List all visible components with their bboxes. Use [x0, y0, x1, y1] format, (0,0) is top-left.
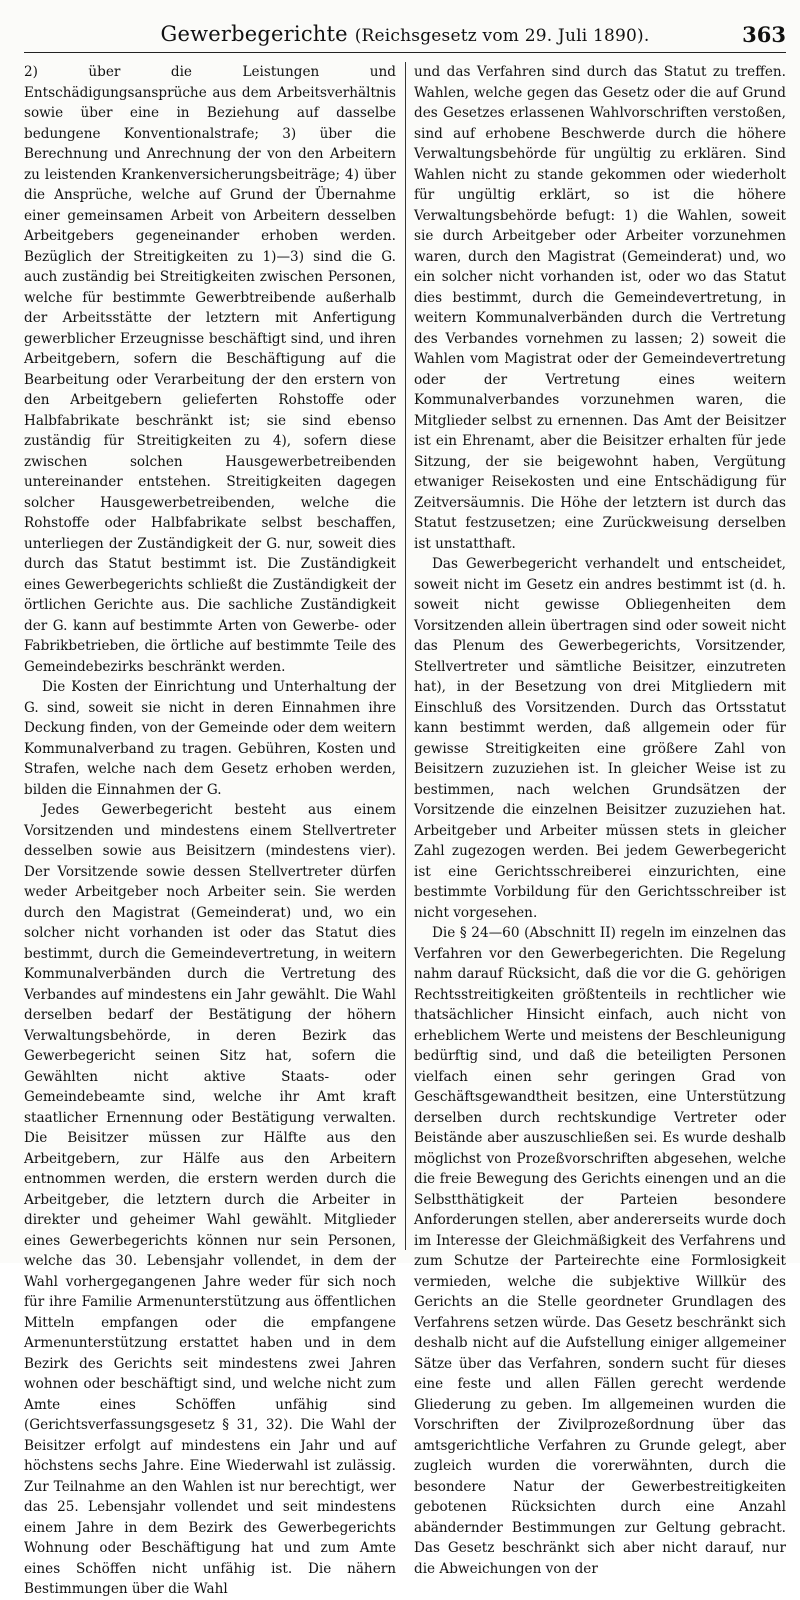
running-title [24, 22, 786, 46]
left-column [24, 62, 396, 1597]
right-column [414, 62, 786, 1577]
paragraph: Die § 24—60 (Abschnitt II) regeln im einzelnen das Verfahren vor den Gewerbegerichten. Die Regelung nahm darauf Rücksicht, daß die vor die G. gehörigen Rechtsstreitigkeiten größtenteils in rechtlicher wie thatsächlicher Hinsicht einfach, auch nicht von erheblichem Werte und meistens der Beschleunigung bedürftig sind, und daß die beteiligten Personen vielfach einen sehr geringen Grad von Geschäftsgewandtheit besitzen, eine Unterstützung derselben durch rechtskundige Vertreter oder Beistände aber auszuschließen sei. Es wurde deshalb möglichst von Prozeßvorschriften abgesehen, welche die freie Bewegung des Gerichts einengen und an die Selbstthätigkeit der Parteien besondere Anforderungen stellen, aber andererseits wurde doch im Interesse der Gleichmäßigkeit des Verfahrens und zum Schutze der Parteirechte eine Formlosigkeit vermieden, welche die subjektive Willkür des Gerichts an die Stelle geordneter Grundlagen des Verfahrens setzen würde. Das Gesetz beschränkt sich deshalb nicht auf die Aufstellung einiger allgemeiner Sätze über das Verfahren, sondern sucht für dieses eine feste und allen Fällen gerecht werdende Gliederung zu geben. Im allgemeinen wurden die Vorschriften der Zivilprozeßordnung über das amtsgerichtliche Verfahren zu Grunde gelegt, aber zugleich wurden die vorerwähnten, durch die besondere Natur der Gewerbestreitigkeiten gebotenen Rücksichten durch eine Anzahl abändernder Bestimmungen zur Geltung gebracht. Das Gesetz beschränkt sich aber nicht darauf, nur die Abweichungen von der [414, 925, 786, 1577]
paragraph: Jedes Gewerbegericht besteht aus einem Vorsitzenden und mindestens einem Stellvertreter desselben sowie aus Beisitzern (mindestens vier). Der Vorsitzende sowie dessen Stellvertreter dürfen weder Arbeitgeber noch Arbeiter sein. Sie werden durch den Magistrat (Gemeinderat) und, wo ein solcher nicht vorhanden ist oder das Statut dies bestimmt, durch die Gemeindevertretung, in weitern Kommunalverbänden durch die Vertretung des Verbandes auf mindestens ein Jahr gewählt. Die Wahl derselben bedarf der Bestätigung der höhern Verwaltungsbehörde, in deren Bezirk das Gewerbegericht seinen Sitz hat, sofern die Gewählten nicht aktive Staats- oder Gemeindebeamte sind, welche ihr Amt kraft staatlicher Ernennung oder Bestätigung verwalten. Die Beisitzer müssen zur Hälfte aus den Arbeitgebern, zur Hälfe aus den Arbeitern entnommen werden, die erstern werden durch die Arbeitgeber, die letztern durch die Arbeiter in direkter und geheimer Wahl gewählt. Mitglieder eines Gewerbegerichts können nur sein Personen, welche das 30. Lebensjahr vollendet, in dem der Wahl vorhergegangenen Jahre weder für sich noch für ihre Familie Armenunterstützung aus öffentlichen Mitteln empfangen oder die empfangene Armenunterstützung erstattet haben und in dem Bezirk des Gerichts seit mindestens zwei Jahren wohnen oder beschäftigt sind, und welche nicht zum Amte eines Schöffen unfähig sind (Gerichtsverfassungsgesetz § 31, 32). Die Wahl der Beisitzer erfolgt auf mindestens ein Jahr und auf höchstens sechs Jahre. Eine Wiederwahl ist zulässig. Zur Teilnahme an den Wahlen ist nur berechtigt, wer das 25. Lebensjahr vollendet und seit mindestens einem Jahre in dem Bezirk des Gewerbegerichts Wohnung oder Beschäftigung hat und zum Amte eines Schöffen nicht unfähig ist. Die nähern Bestimmungen über die Wahl [24, 802, 396, 1597]
page-header [24, 16, 786, 53]
running-title-main: Gewerbegerichte [160, 22, 348, 46]
column-divider [405, 62, 406, 1250]
running-title-subtitle: (Reichsgesetz vom 29. Juli 1890). [354, 26, 650, 46]
paragraph: 2) über die Leistungen und Entschädigungsansprüche aus dem Arbeitsverhältnis sowie über eine in Beziehung auf dasselbe bedungene Konventionalstrafe; 3) über die Berechnung und Anrechnung der von den Arbeitern zu leistenden Krankenversicherungsbeiträge; 4) über die Ansprüche, welche auf Grund der Übernahme einer gemeinsamen Arbeit von Arbeitern desselben Arbeitgebers gegeneinander erhoben werden. Bezüglich der Streitigkeiten zu 1)—3) sind die G. auch zuständig bei Streitigkeiten zwischen Personen, welche für bestimmte Gewerbtreibende außerhalb der Arbeitsstätte der letztern mit Anfertigung gewerblicher Erzeugnisse beschäftigt sind, und ihren Arbeitgebern, sofern die Beschäftigung auf die Bearbeitung oder Verarbeitung der den erstern von den Arbeitgebern gelieferten Rohstoffe oder Halbfabrikate beschränkt ist; sie sind ebenso zuständig für Streitigkeiten zu 4), sofern diese zwischen solchen Hausgewerbetreibenden untereinander entstehen. Streitigkeiten dagegen solcher Hausgewerbetreibenden, welche die Rohstoffe oder Halbfabrikate selbst beschaffen, unterliegen der Zuständigkeit der G. nur, soweit dies durch das Statut bestimmt ist. Die Zuständigkeit eines Gewerbegerichts schließt die Zuständigkeit der örtlichen Gerichte aus. Die sachliche Zuständigkeit der G. kann auf bestimmte Arten von Gewerbe- oder Fabrikbetrieben, die örtliche auf bestimmte Teile des Gemeindebezirks beschränkt werden. [24, 64, 396, 675]
paragraph: Das Gewerbegericht verhandelt und entscheidet, soweit nicht im Gesetz ein andres bestimmt ist (d. h. soweit nicht gewisse Obliegenheiten dem Vorsitzenden allein übertragen sind oder soweit nicht das Plenum des Gewerbegerichts, Vorsitzender, Stellvertreter und sämtliche Beisitzer, einzutreten hat), in der Besetzung von drei Mitgliedern mit Einschluß des Vorsitzenden. Durch das Ortsstatut kann bestimmt werden, daß allgemein oder für gewisse Streitigkeiten eine größere Zahl von Beisitzern zuzuziehen ist. In gleicher Weise ist zu bestimmen, nach welchen Grundsätzen der Vorsitzende die einzelnen Beisitzer zuzuziehen hat. Arbeitgeber und Arbeiter müssen stets in gleicher Zahl zugezogen werden. Bei jedem Gewerbegericht ist eine Gerichtsschreiberei einzurichten, eine bestimmte Vorbildung für den Gerichtsschreiber ist nicht vorgesehen. [414, 556, 786, 921]
paragraph: und das Verfahren sind durch das Statut zu treffen. Wahlen, welche gegen das Gesetz oder die auf Grund des Gesetzes erlassenen Wahlvorschriften verstoßen, sind auf erhobene Beschwerde durch die höhere Verwaltungsbehörde für ungültig zu erklären. Sind Wahlen nicht zu stande gekommen oder wiederholt für ungültig erklärt, so ist die höhere Verwaltungsbehörde befugt: 1) die Wahlen, soweit sie durch Arbeitgeber oder Arbeiter vorzunehmen waren, durch den Magistrat (Gemeinderat) und, wo ein solcher nicht vorhanden ist, oder wo das Statut dies bestimmt, durch die Gemeindevertretung, in weitern Kommunalverbänden durch die Vertretung des Verbandes vornehmen zu lassen; 2) soweit die Wahlen vom Magistrat oder der Gemeindevertretung oder der Vertretung eines weitern Kommunalverbandes vorzunehmen waren, die Mitglieder selbst zu ernennen. Das Amt der Beisitzer ist ein Ehrenamt, aber die Beisitzer erhalten für jede Sitzung, der sie beigewohnt haben, Vergütung etwaniger Reisekosten und eine Entschädigung für Zeitversäumnis. Die Höhe der letztern ist durch das Statut festzusetzen; eine Zurückweisung derselben ist unstatthaft. [414, 64, 786, 552]
paragraph: Die Kosten der Einrichtung und Unterhaltung der G. sind, soweit sie nicht in deren Einnahmen ihre Deckung finden, von der Gemeinde oder dem weitern Kommunalverband zu tragen. Gebühren, Kosten und Strafen, welche nach dem Gesetz erhoben werden, bilden die Einnahmen der G. [24, 679, 396, 798]
page-number: 363 [742, 22, 786, 47]
text-columns [24, 62, 786, 1597]
